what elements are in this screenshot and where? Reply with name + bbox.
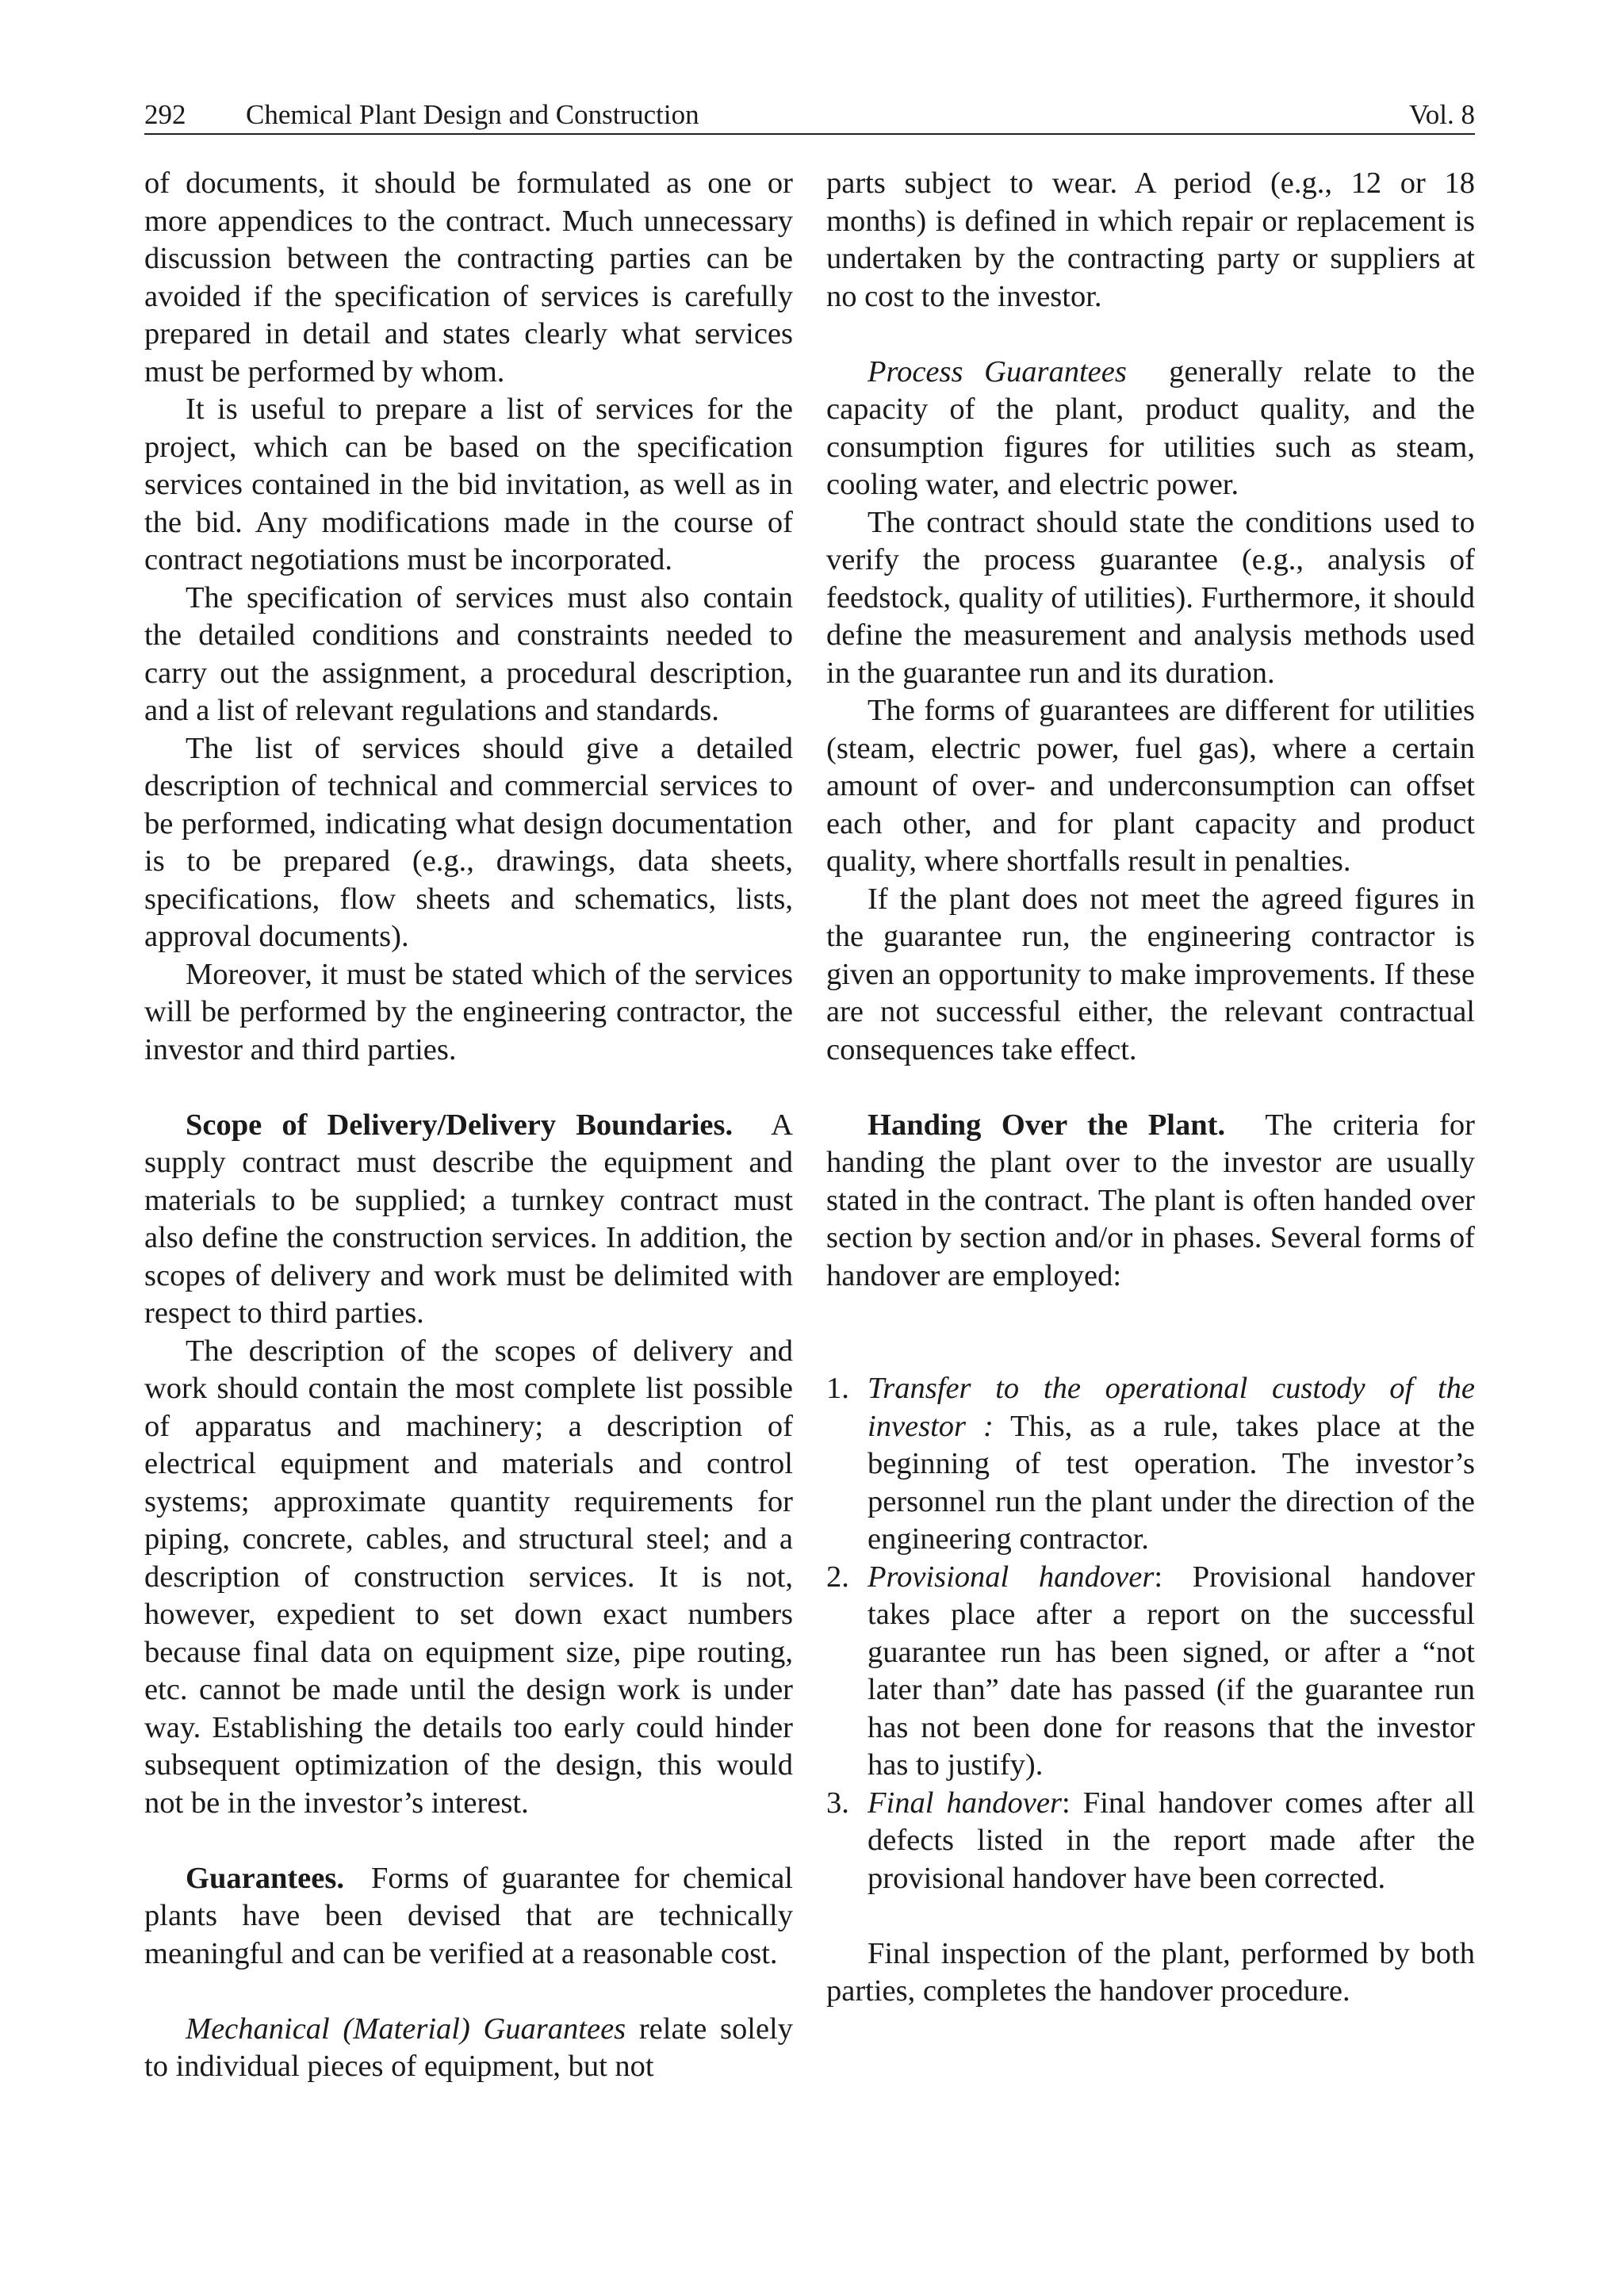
list-item bbox=[826, 1559, 1475, 1785]
section-text: A supply contract must describe the equipment and materials to be supplied; a turnkey contract must also define the construction services. In addition, the scopes of delivery and work must be delimited with respect to third parties. bbox=[144, 1108, 793, 1330]
list-text: This, as a rule, takes place at the beginning of test operation. The investor’s personnel run the plant under the direction of the engineering contractor. bbox=[868, 1409, 1475, 1556]
section-text: Forms of guarantee for chemical plants have been devised that are technically meaningful and can be verified at a reasonable cost. bbox=[144, 1861, 793, 1970]
section-heading: Handing Over the Plant. bbox=[868, 1108, 1226, 1142]
list-separator: : bbox=[1061, 1786, 1071, 1820]
process-guarantees-paragraph bbox=[826, 354, 1475, 504]
running-head bbox=[144, 97, 1475, 135]
paragraph-text: relate solely to individual pieces of equipment, but not bbox=[144, 2012, 794, 2083]
right-column bbox=[826, 165, 1475, 2011]
section-text: The criteria for handing the plant over to the investor are usually stated in the contract. The plant is often handed over section by section and/or in phases. Several forms of handover are employed: bbox=[826, 1108, 1475, 1292]
paragraph-text: generally relate to the capacity of the plant, product quality, and the consumption figures for utilities such as steam, cooling water, and electric power. bbox=[826, 354, 1476, 501]
section-heading: Scope of Delivery/Delivery Boundaries. bbox=[186, 1108, 733, 1142]
list-number: 1. bbox=[826, 1372, 849, 1405]
section-guarantees bbox=[144, 1860, 793, 1973]
list-term: Transfer to the operational custody of the investor : bbox=[868, 1372, 1475, 1443]
list-term: Final handover bbox=[868, 1786, 1062, 1820]
italic-term: Mechanical (Material) Guarantees bbox=[186, 2012, 626, 2046]
list-separator: : bbox=[1154, 1560, 1163, 1594]
list-item bbox=[826, 1785, 1475, 1898]
paragraph: parts subject to wear. A period (e.g., 12 or 18 months) is defined in which repair or replacement is undertaken by the contracting party or suppliers at no cost to the investor. bbox=[826, 167, 1475, 313]
left-column bbox=[144, 165, 793, 2086]
page-number: 292 bbox=[144, 99, 186, 130]
paragraph: The forms of guarantees are different for utilities (steam, electric power, fuel gas), where a certain amount of over- and underconsumption can offset each other, and for plant capacity and product quality, where shortfalls result in penalties. bbox=[826, 694, 1475, 878]
paragraph: of documents, it should be formulated as one or more appendices to the contract. Much unnecessary discussion between the contracting parties can be avoided if the specification of services is carefully prepared in detail and states clearly what services must be performed by whom. bbox=[144, 167, 793, 389]
italic-term: Process Guarantees bbox=[868, 354, 1127, 389]
list-text: Provisional handover takes place after a report on the successful guarantee run has been signed, or after a “not later than” date has passed (if the guarantee run has not been done for reasons that the investor has to justify). bbox=[868, 1560, 1475, 1782]
paragraph: If the plant does not meet the agreed figures in the guarantee run, the engineering contractor is given an opportunity to make improvements. If these are not successful either, the relevant contractual consequences take effect. bbox=[826, 882, 1475, 1066]
mechanical-guarantees-paragraph bbox=[144, 2011, 793, 2086]
section-scope-of-delivery bbox=[144, 1107, 793, 1333]
section-heading: Guarantees. bbox=[186, 1861, 344, 1895]
paragraph: The list of services should give a detailed description of technical and commercial services to be performed, indicating what design documentation is to be prepared (e.g., drawings, data sheets, specifications, flow sheets and schematics, lists, approval documents). bbox=[144, 731, 793, 953]
paragraph: The specification of services must also contain the detailed conditions and constraints needed to carry out the assignment, a procedural description, and a list of relevant regulations and standards. bbox=[144, 580, 793, 727]
list-item bbox=[826, 1370, 1475, 1559]
list-term: Provisional handover bbox=[868, 1560, 1155, 1594]
final-paragraph: Final inspection of the plant, performed by both parties, completes the handover procedure. bbox=[826, 1936, 1475, 2008]
paragraph: It is useful to prepare a list of services for the project, which can be based on the specification services contained in the bid invitation, as well as in the bid. Any modifications made in the course of contract negotiations must be incorporated. bbox=[144, 392, 793, 576]
book-title: Chemical Plant Design and Construction bbox=[246, 99, 699, 130]
volume-label: Vol. 8 bbox=[1409, 99, 1475, 130]
section-handing-over bbox=[826, 1107, 1475, 1296]
list-number: 3. bbox=[826, 1786, 849, 1820]
paragraph: The description of the scopes of delivery and work should contain the most complete list possible of apparatus and machinery; a description of electrical equipment and materials and control systems; approximate quantity requirements for piping, concrete, cables, and structural steel; and a description of construction services. It is not, however, expedient to set down exact numbers because final data on equipment size, pipe routing, etc. cannot be made until the design work is under way. Establishing the details too early could hinder subsequent optimization of the design, this would not be in the investor’s interest. bbox=[144, 1334, 793, 1820]
list-text: Final handover comes after all defects listed in the report made after the provisional handover have been corrected. bbox=[868, 1786, 1476, 1895]
handover-list bbox=[826, 1370, 1475, 1897]
paragraph: Moreover, it must be stated which of the services will be performed by the engineering contractor, the investor and third parties. bbox=[144, 957, 793, 1066]
list-number: 2. bbox=[826, 1560, 849, 1594]
paragraph: The contract should state the conditions used to verify the process guarantee (e.g., analysis of feedstock, quality of utilities). Furthermore, it should define the measurement and analysis methods used in the guarantee run and its duration. bbox=[826, 505, 1475, 690]
